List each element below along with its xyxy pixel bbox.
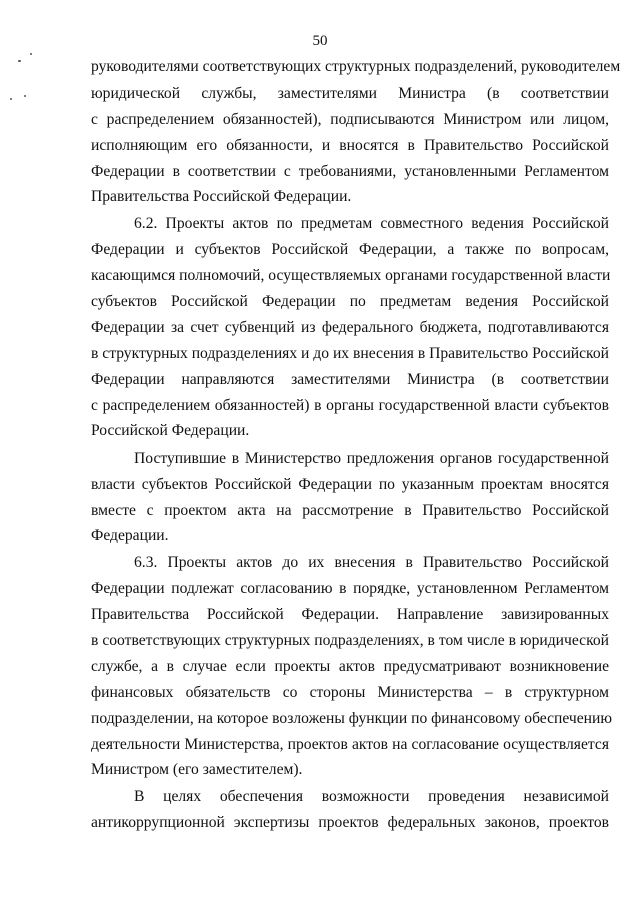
text-line: с распределением обязанностей) в органы государственной власти субъектов xyxy=(91,397,609,414)
text-line: в соответствующих структурных подразделениях, в том числе в юридической xyxy=(91,632,609,649)
text-line: службе, а в случае если проекты актов предусматривают возникновение xyxy=(91,658,609,675)
text-line: вместе с проектом акта на рассмотрение в Правительство Российской xyxy=(91,502,609,519)
text-line: исполняющим его обязанности, и вносятся в Правительство Российской xyxy=(91,137,609,154)
text-line: субъектов Российской Федерации по предметам ведения Российской xyxy=(91,293,609,310)
scan-mark xyxy=(10,98,12,100)
text-line: Федерации в соответствии с требованиями, установленными Регламентом xyxy=(91,163,609,180)
text-line: Федерации и субъектов Российской Федерации, а также по вопросам, xyxy=(91,241,609,258)
scan-mark xyxy=(18,60,21,62)
scan-mark xyxy=(30,53,32,55)
text-line: В целях обеспечения возможности проведения независимой xyxy=(134,788,609,805)
text-line: Федерации направляются заместителями Министра (в соответствии xyxy=(91,371,609,388)
text-line: Министром (его заместителем). xyxy=(91,761,303,778)
scan-mark xyxy=(24,95,26,97)
text-line: Федерации подлежат согласованию в порядке, установленном Регламентом xyxy=(91,580,609,597)
text-line: касающимся полномочий, осуществляемых органами государственной власти xyxy=(91,267,611,284)
text-line: в структурных подразделениях и до их внесения в Правительство Российской xyxy=(91,345,609,362)
text-line: юридической службы, заместителями Министра (в соответствии xyxy=(91,85,609,102)
text-line: с распределением обязанностей), подписываются Министром или лицом, xyxy=(91,111,609,128)
text-line: финансовых обязательств со стороны Министерства – в структурном xyxy=(91,684,609,701)
text-line: Федерации. xyxy=(91,527,169,544)
text-line: Правительства Российской Федерации. xyxy=(91,188,352,205)
text-line: антикоррупционной экспертизы проектов федеральных законов, проектов xyxy=(91,814,609,831)
text-line: подразделении, на которое возложены функции по финансовому обеспечению xyxy=(91,710,613,727)
text-line: Правительства Российской Федерации. Направление завизированных xyxy=(91,606,609,623)
text-line: руководителями соответствующих структурных подразделений, руководителем xyxy=(91,58,621,75)
text-line: власти субъектов Российской Федерации по указанным проектам вносятся xyxy=(91,476,609,493)
text-line: 6.3. Проекты актов до их внесения в Правительство Российской xyxy=(134,554,609,571)
text-line: Федерации за счет субвенций из федерального бюджета, подготавливаются xyxy=(91,319,609,336)
text-line: деятельности Министерства, проектов актов на согласование осуществляется xyxy=(91,736,609,753)
text-line: Российской Федерации. xyxy=(91,422,250,439)
text-line: Поступившие в Министерство предложения органов государственной xyxy=(134,450,609,467)
text-line: 6.2. Проекты актов по предметам совместного ведения Российской xyxy=(134,215,609,232)
page-number: 50 xyxy=(312,33,328,49)
